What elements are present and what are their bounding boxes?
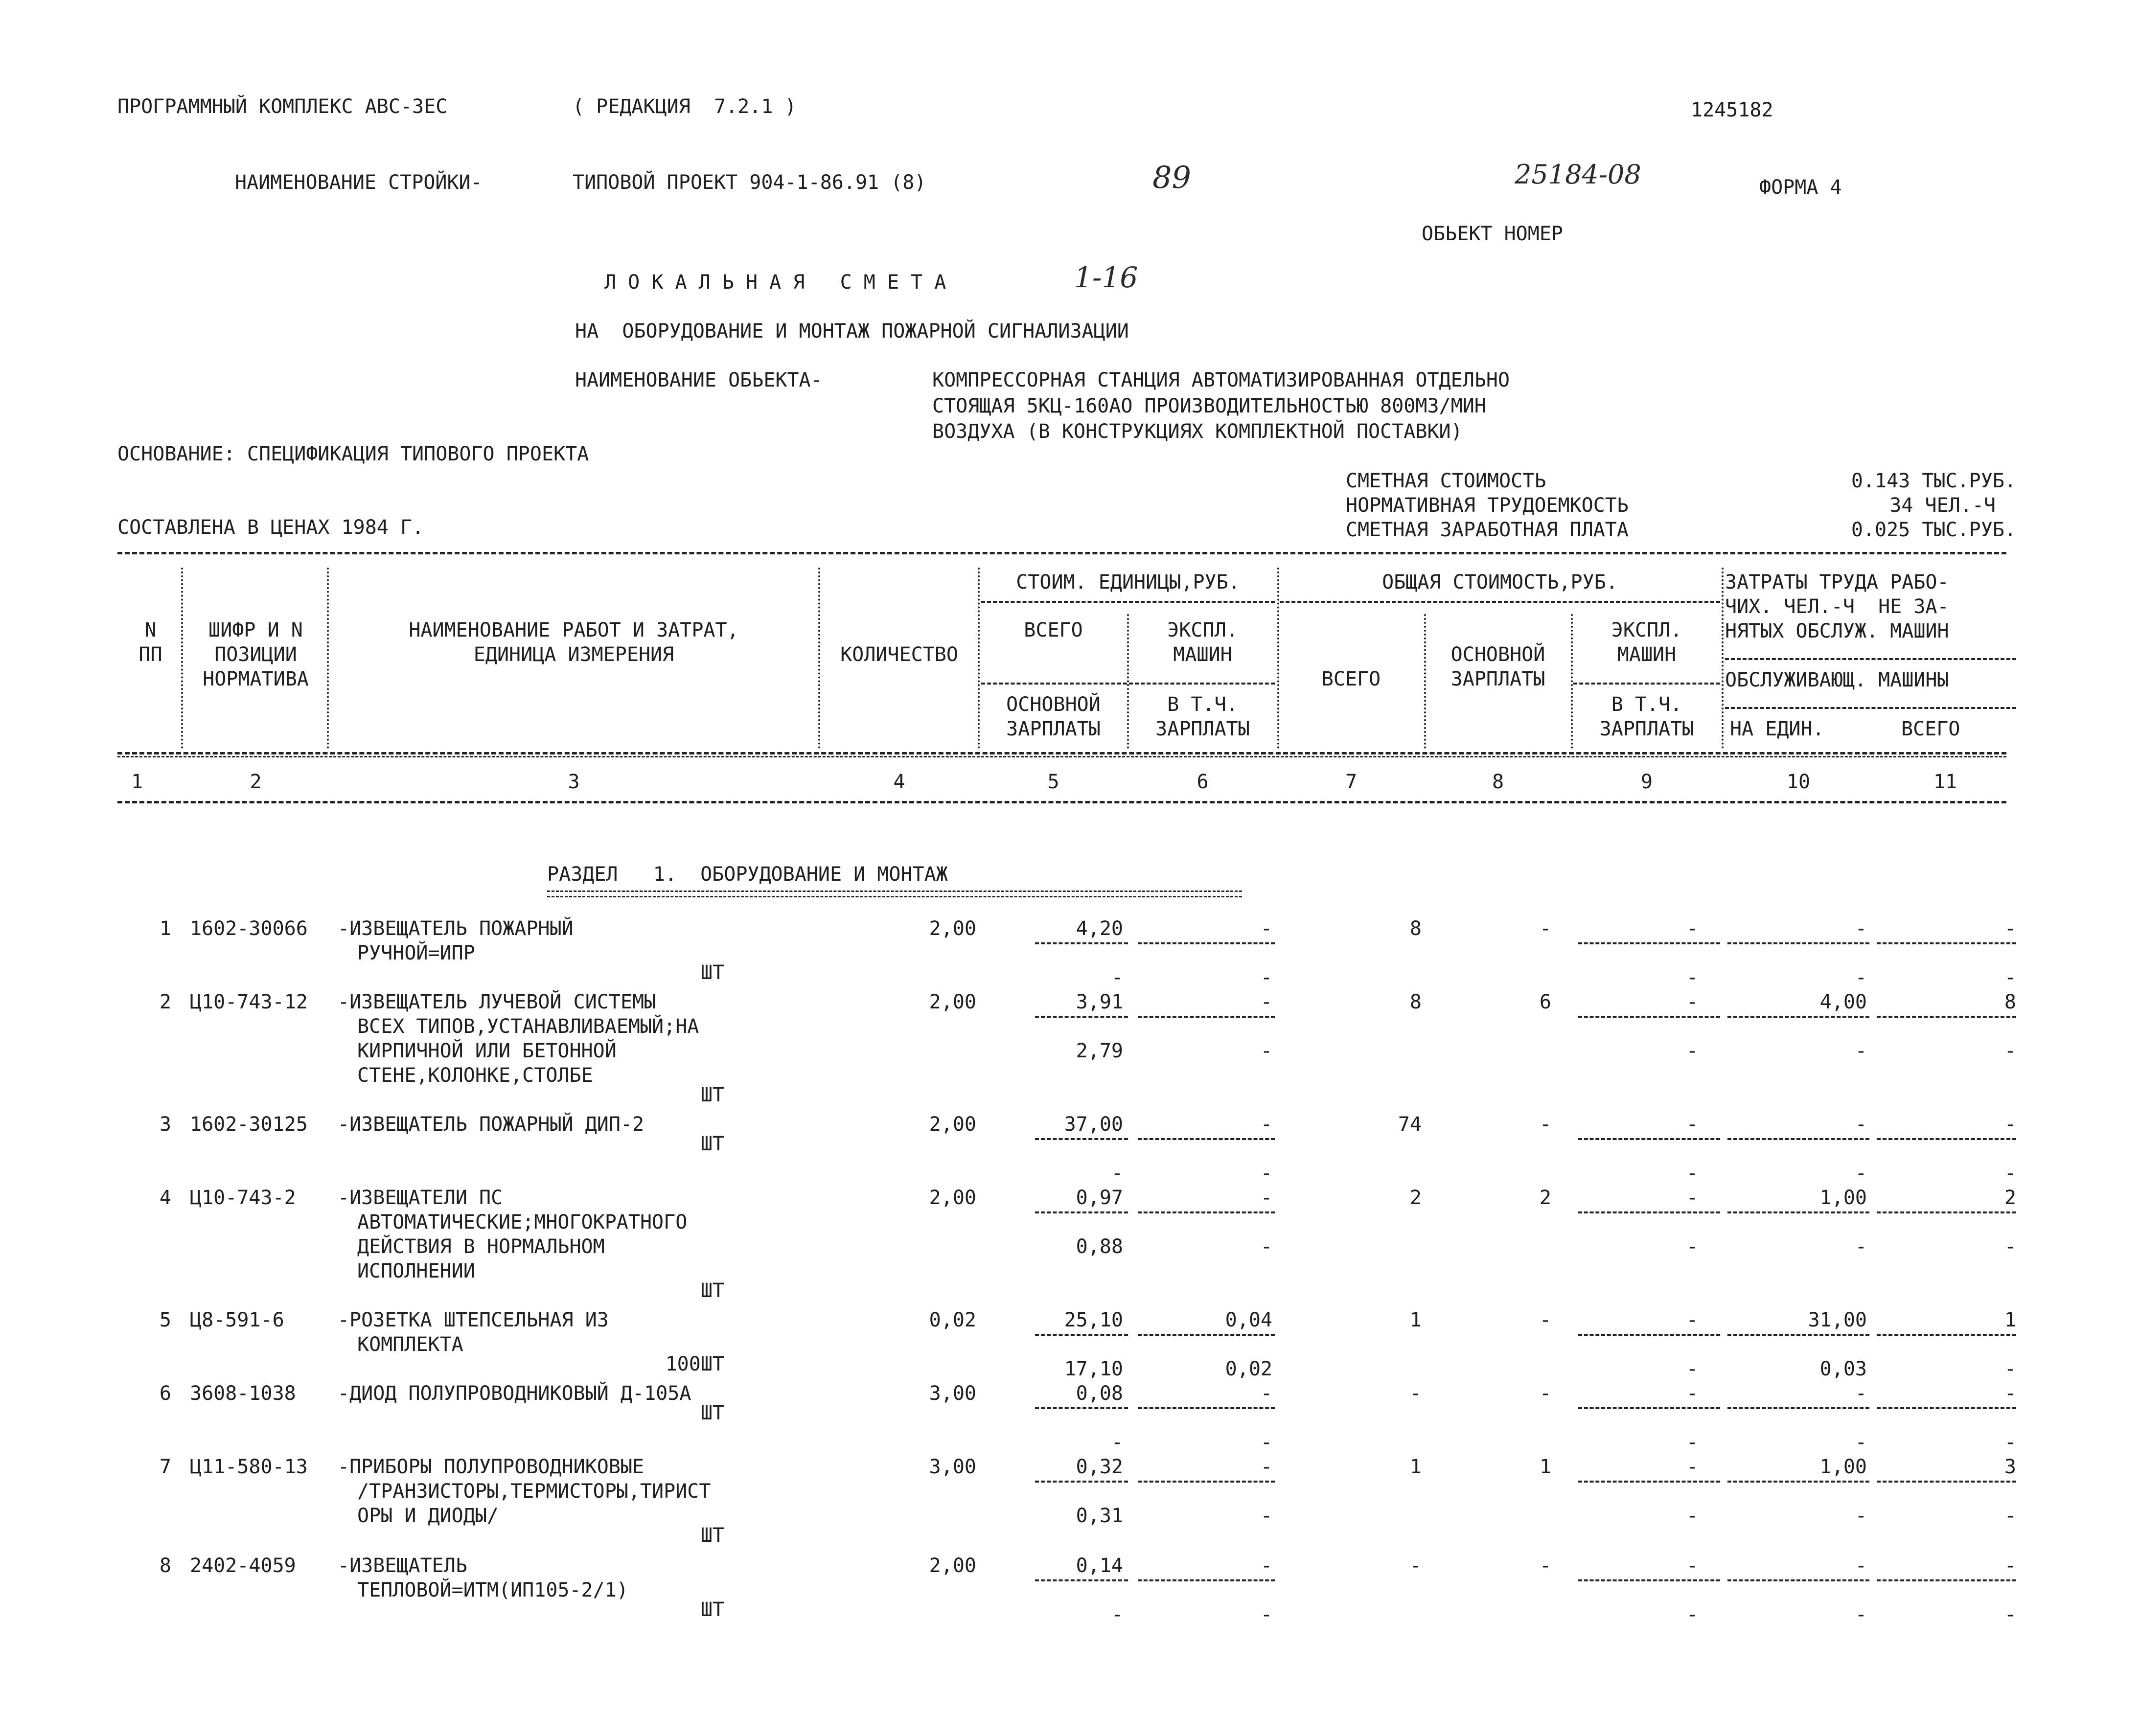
labor-per-unit: - [1855, 917, 1867, 940]
labor-per-unit-header: НА ЕДИН. [1730, 718, 1824, 740]
unit-wage: - [1111, 1162, 1123, 1185]
col-code-header: ПОЗИЦИИ [214, 643, 297, 666]
labor-maintenance-unit: - [1855, 1505, 1867, 1527]
row-name: АВТОМАТИЧЕСКИЕ;МНОГОКРАТНОГО [357, 1211, 688, 1233]
column-divider [1571, 614, 1573, 749]
total-incl-wage-header: В Т.Ч. [1611, 693, 1682, 716]
row-quantity: 2,00 [929, 1187, 976, 1209]
total-machine-cost: - [1686, 1382, 1698, 1405]
unit-cost-total: 37,00 [1064, 1113, 1123, 1136]
row-number: 7 [159, 1456, 171, 1478]
labor-group-header: ЗАТРАТЫ ТРУДА РАБО- [1725, 571, 1949, 594]
group-divider [1725, 707, 2016, 709]
labor-per-unit: - [1855, 1113, 1867, 1136]
column-divider [327, 568, 329, 749]
row-code: 2402-4059 [190, 1554, 296, 1577]
unit-incl-wage: - [1260, 1235, 1272, 1258]
row-number: 8 [159, 1554, 171, 1577]
labor-total: - [2004, 917, 2016, 940]
unit-incl-wage: - [1260, 1040, 1272, 1062]
unit-cost-total-header: ВСЕГО [1024, 619, 1083, 641]
row-quantity: 3,00 [929, 1456, 976, 1478]
col-name-header: НАИМЕНОВАНИЕ РАБОТ И ЗАТРАТ, [409, 619, 739, 641]
object-number-label: ОБЬЕКТ НОМЕР [1422, 223, 1563, 245]
unit-machine-cost: - [1260, 1113, 1272, 1136]
cell-divider-line [1035, 1138, 1128, 1140]
unit-cost-total: 4,20 [1076, 917, 1123, 940]
row-number: 1 [159, 917, 171, 940]
row-unit: 100ШТ [665, 1353, 724, 1375]
column-divider [1127, 614, 1129, 749]
total-machine-header: ЭКСПЛ. [1611, 619, 1682, 641]
summary-label: НОРМАТИВНАЯ ТРУДОЕМКОСТЬ [1346, 494, 1629, 517]
column-divider [1722, 568, 1724, 749]
unit-machine-cost: - [1260, 1187, 1272, 1209]
cell-divider-line [1727, 942, 1869, 944]
labor-total: - [2004, 1382, 2016, 1405]
cell-divider-line [1138, 1407, 1275, 1409]
row-code: 1602-30125 [190, 1113, 308, 1136]
row-name: КОМПЛЕКТА [357, 1333, 463, 1356]
row-name: СТЕНЕ,КОЛОНКЕ,СТОЛБЕ [357, 1064, 593, 1087]
labor-maintenance-total: - [2004, 1431, 2016, 1454]
labor-group-header: ЧИХ. ЧЕЛ.-Ч НЕ ЗА- [1725, 595, 1949, 618]
cell-divider-line [1877, 1481, 2016, 1483]
total-wage: - [1539, 1382, 1551, 1405]
header-bottom-rule [117, 756, 2006, 757]
labor-total: 8 [2004, 991, 2016, 1013]
unit-cost-group-header: СТОИМ. ЕДИНИЦЫ,РУБ. [1016, 571, 1240, 594]
total-wage-header: ОСНОВНОЙ [1450, 643, 1545, 666]
unit-cost-total: 3,91 [1076, 991, 1123, 1013]
row-unit: ШТ [700, 1402, 724, 1424]
total-machine-cost: - [1686, 1456, 1698, 1478]
unit-machine-cost: - [1260, 1456, 1272, 1478]
total-wage: - [1539, 1554, 1551, 1577]
total-cost-header: ВСЕГО [1321, 668, 1381, 690]
group-divider [981, 601, 1275, 603]
labor-total: 1 [2004, 1309, 2016, 1331]
labor-per-unit: 1,00 [1819, 1456, 1867, 1478]
total-cost: 8 [1409, 991, 1422, 1013]
row-name: ИСПОЛНЕНИИ [357, 1260, 475, 1282]
row-name: ДЕЙСТВИЯ В НОРМАЛЬНОМ [357, 1235, 605, 1258]
labor-maintenance-total: - [2004, 1162, 2016, 1185]
labor-maintenance-unit: - [1855, 1603, 1867, 1626]
column-divider [1277, 568, 1279, 749]
column-number: 2 [250, 771, 262, 793]
construction-label: НАИМЕНОВАНИЕ СТРОЙКИ- [235, 171, 483, 194]
total-wage-header: ЗАРПЛАТЫ [1450, 668, 1545, 690]
group-divider [981, 683, 1275, 685]
total-incl-wage-header: ЗАРПЛАТЫ [1599, 718, 1694, 740]
total-incl-wage: - [1686, 1040, 1698, 1062]
total-wage: - [1539, 1113, 1551, 1136]
group-divider [1725, 658, 2016, 660]
cell-divider-line [1578, 942, 1720, 944]
row-name: -РОЗЕТКА ШТЕПСЕЛЬНАЯ ИЗ [338, 1309, 609, 1331]
cell-divider-line [1578, 1407, 1720, 1409]
row-unit: ШТ [700, 1279, 724, 1302]
unit-incl-wage: - [1260, 1162, 1272, 1185]
unit-incl-wage-header: ЗАРПЛАТЫ [1155, 718, 1250, 740]
row-name: КИРПИЧНОЙ ИЛИ БЕТОННОЙ [357, 1040, 617, 1062]
total-machine-cost: - [1686, 991, 1698, 1013]
unit-machine-cost: - [1260, 1554, 1272, 1577]
cell-divider-line [1578, 1138, 1720, 1140]
total-cost: 1 [1409, 1309, 1422, 1331]
unit-wage: 0,31 [1076, 1505, 1123, 1527]
column-number: 8 [1492, 771, 1504, 793]
summary-value: 34 ЧЕЛ.-Ч [1889, 494, 1996, 517]
column-number: 9 [1640, 771, 1653, 793]
cell-divider-line [1138, 1579, 1275, 1581]
object-name-line: КОМПРЕССОРНАЯ СТАНЦИЯ АВТОМАТИЗИРОВАННАЯ ОТДЕЛЬНО [932, 369, 1510, 391]
unit-cost-total: 0,14 [1076, 1554, 1123, 1577]
total-incl-wage: - [1686, 1358, 1698, 1380]
column-number: 10 [1786, 771, 1811, 793]
labor-total: - [2004, 1554, 2016, 1577]
unit-machine-header: ЭКСПЛ. [1167, 619, 1238, 641]
object-name-line: СТОЯЩАЯ 5КЦ-160АО ПРОИЗВОДИТЕЛЬНОСТЬЮ 800М3/МИН [932, 395, 1486, 417]
total-cost-group-header: ОБЩАЯ СТОИМОСТЬ,РУБ. [1382, 571, 1618, 594]
labor-maintenance-unit: - [1855, 1235, 1867, 1258]
row-quantity: 2,00 [929, 1554, 976, 1577]
estimate-subtitle: НА ОБОРУДОВАНИЕ И МОНТАЖ ПОЖАРНОЙ СИГНАЛИЗАЦИИ [575, 320, 1129, 343]
column-divider [1424, 614, 1426, 749]
program-name: ПРОГРАММНЫЙ КОМПЛЕКС АВС-3ЕС [117, 95, 448, 118]
row-number: 3 [159, 1113, 171, 1136]
unit-wage: 2,79 [1076, 1040, 1123, 1062]
cell-divider-line [1877, 942, 2016, 944]
col-code-header: ШИФР И N [208, 619, 303, 641]
total-wage: 6 [1539, 991, 1551, 1013]
cell-divider-line [1035, 1211, 1128, 1213]
unit-wage: - [1111, 966, 1123, 989]
unit-incl-wage: - [1260, 1603, 1272, 1626]
labor-maintenance-total: - [2004, 1040, 2016, 1062]
unit-cost-total: 0,08 [1076, 1382, 1123, 1405]
total-machine-header: МАШИН [1617, 643, 1677, 666]
total-wage: 2 [1539, 1187, 1551, 1209]
cell-divider-line [1727, 1579, 1869, 1581]
row-code: 3608-1038 [190, 1382, 296, 1405]
summary-value: 0.143 ТЫС.РУБ. [1851, 470, 2016, 492]
estimate-number: 1-16 [1074, 261, 1138, 294]
section-underline [547, 891, 1242, 897]
total-incl-wage: - [1686, 1162, 1698, 1185]
row-name: -ПРИБОРЫ ПОЛУПРОВОДНИКОВЫЕ [338, 1456, 644, 1478]
unit-machine-cost: - [1260, 917, 1272, 940]
unit-machine-cost: - [1260, 1382, 1272, 1405]
row-name: -ИЗВЕЩАТЕЛИ ПС [338, 1187, 503, 1209]
total-cost: 74 [1398, 1113, 1422, 1136]
unit-incl-wage: - [1260, 1505, 1272, 1527]
total-machine-cost: - [1686, 1309, 1698, 1331]
header-top-rule [117, 552, 2006, 554]
row-name: ВСЕХ ТИПОВ,УСТАНАВЛИВАЕМЫЙ;НА [357, 1015, 699, 1038]
row-unit: ШТ [700, 1599, 724, 1621]
cell-divider-line [1138, 1138, 1275, 1140]
cell-divider-line [1138, 1481, 1275, 1483]
col-n-header: ПП [138, 643, 162, 666]
unit-machine-header: МАШИН [1173, 643, 1232, 666]
cell-divider-line [1138, 1016, 1275, 1018]
labor-maintenance-unit: 0,03 [1819, 1358, 1867, 1380]
column-number: 11 [1933, 771, 1957, 793]
row-name: -ИЗВЕЩАТЕЛЬ [338, 1554, 467, 1577]
unit-wage: 17,10 [1064, 1358, 1123, 1380]
cell-divider-line [1727, 1334, 1869, 1336]
cell-divider-line [1578, 1481, 1720, 1483]
total-cost: - [1409, 1382, 1422, 1405]
total-cost: 2 [1409, 1187, 1422, 1209]
cell-divider-line [1138, 1334, 1275, 1336]
cell-divider-line [1035, 1334, 1128, 1336]
summary-label: СМЕТНАЯ СТОИМОСТЬ [1346, 470, 1546, 492]
row-name: -ИЗВЕЩАТЕЛЬ ПОЖАРНЫЙ ДИП-2 [338, 1113, 644, 1136]
row-code: Ц10-743-2 [190, 1187, 296, 1209]
cell-divider-line [1578, 1211, 1720, 1213]
row-name: -ИЗВЕЩАТЕЛЬ ЛУЧЕВОЙ СИСТЕМЫ [338, 991, 656, 1013]
unit-machine-cost: 0,04 [1225, 1309, 1272, 1331]
row-code: Ц10-743-12 [190, 991, 308, 1013]
construction-value: ТИПОВОЙ ПРОЕКТ 904-1-86.91 (8) [573, 171, 926, 194]
price-level: СОСТАВЛЕНА В ЦЕНАХ 1984 Г. [117, 516, 424, 539]
labor-per-unit: - [1855, 1382, 1867, 1405]
unit-incl-wage: - [1260, 966, 1272, 989]
row-code: Ц11-580-13 [190, 1456, 308, 1478]
column-divider [181, 568, 183, 749]
col-code-header: НОРМАТИВА [203, 668, 309, 690]
estimate-title: Л О К А Л Ь Н А Я С М Е Т А [604, 271, 946, 294]
total-wage: - [1539, 1309, 1551, 1331]
handwritten-page-number: 89 [1152, 160, 1191, 195]
col-name-header: ЕДИНИЦА ИЗМЕРЕНИЯ [473, 643, 674, 666]
cell-divider-line [1578, 1579, 1720, 1581]
row-unit: ШТ [700, 961, 724, 984]
row-name: ТЕПЛОВОЙ=ИТМ(ИП105-2/1) [357, 1579, 628, 1601]
labor-per-unit: 1,00 [1819, 1187, 1867, 1209]
form-number: ФОРМА 4 [1759, 176, 1842, 199]
unit-cost-total: 25,10 [1064, 1309, 1123, 1331]
edition: ( РЕДАКЦИЯ 7.2.1 ) [573, 95, 797, 118]
cell-divider-line [1578, 1334, 1720, 1336]
labor-maintenance-total: - [2004, 966, 2016, 989]
total-incl-wage: - [1686, 1603, 1698, 1626]
total-machine-cost: - [1686, 917, 1698, 940]
unit-wage-header: ЗАРПЛАТЫ [1006, 718, 1101, 740]
total-cost: 1 [1409, 1456, 1422, 1478]
labor-maintenance-total: - [2004, 1235, 2016, 1258]
numbers-bottom-rule [117, 801, 2006, 803]
column-number: 7 [1345, 771, 1358, 793]
row-quantity: 0,02 [929, 1309, 976, 1331]
col-n-header: N [144, 619, 157, 641]
row-unit: ШТ [700, 1084, 724, 1106]
row-number: 2 [159, 991, 171, 1013]
labor-group-header: НЯТЫХ ОБСЛУЖ. МАШИН [1725, 620, 1949, 642]
cell-divider-line [1035, 1579, 1128, 1581]
total-wage: - [1539, 917, 1551, 940]
row-quantity: 3,00 [929, 1382, 976, 1405]
total-cost: 8 [1409, 917, 1422, 940]
labor-maintenance-unit: - [1855, 1162, 1867, 1185]
labor-maintenance-unit: - [1855, 966, 1867, 989]
row-name: -ИЗВЕЩАТЕЛЬ ПОЖАРНЫЙ [338, 917, 574, 940]
row-quantity: 2,00 [929, 1113, 976, 1136]
basis: ОСНОВАНИЕ: СПЕЦИФИКАЦИЯ ТИПОВОГО ПРОЕКТА [117, 443, 589, 465]
cell-divider-line [1727, 1016, 1869, 1018]
labor-per-unit: 4,00 [1819, 991, 1867, 1013]
labor-maintenance-total: - [2004, 1505, 2016, 1527]
summary-value: 0.025 ТЫС.РУБ. [1851, 519, 2016, 541]
labor-total: 2 [2004, 1187, 2016, 1209]
section-title: РАЗДЕЛ 1. ОБОРУДОВАНИЕ И МОНТАЖ [547, 863, 948, 886]
cell-divider-line [1877, 1579, 2016, 1581]
cell-divider-line [1578, 1016, 1720, 1018]
cell-divider-line [1877, 1138, 2016, 1140]
row-code: Ц8-591-6 [190, 1309, 284, 1331]
cell-divider-line [1035, 942, 1128, 944]
cell-divider-line [1727, 1407, 1869, 1409]
unit-wage: - [1111, 1603, 1123, 1626]
object-name-line: ВОЗДУХА (В КОНСТРУКЦИЯХ КОМПЛЕКТНОЙ ПОСТАВКИ) [932, 420, 1463, 443]
row-name: РУЧНОЙ=ИПР [357, 942, 475, 964]
column-divider [978, 568, 980, 749]
total-incl-wage: - [1686, 1235, 1698, 1258]
group-divider [1280, 601, 1720, 603]
cell-divider-line [1877, 1334, 2016, 1336]
cell-divider-line [1727, 1211, 1869, 1213]
cell-divider-line [1138, 942, 1275, 944]
labor-maintenance-total: - [2004, 1603, 2016, 1626]
cell-divider-line [1727, 1481, 1869, 1483]
header-bottom-rule [117, 752, 2006, 754]
column-divider [818, 568, 820, 749]
labor-per-unit: - [1855, 1554, 1867, 1577]
unit-cost-total: 0,32 [1076, 1456, 1123, 1478]
total-incl-wage: - [1686, 966, 1698, 989]
unit-machine-cost: - [1260, 991, 1272, 1013]
total-machine-cost: - [1686, 1187, 1698, 1209]
cell-divider-line [1138, 1211, 1275, 1213]
column-number: 5 [1047, 771, 1059, 793]
doc-code: 1245182 [1691, 99, 1773, 121]
labor-per-unit: 31,00 [1808, 1309, 1867, 1331]
row-number: 6 [159, 1382, 171, 1405]
row-quantity: 2,00 [929, 917, 976, 940]
unit-incl-wage: 0,02 [1225, 1358, 1272, 1380]
row-name: ОРЫ И ДИОДЫ/ [357, 1505, 499, 1527]
labor-maintenance-total: - [2004, 1358, 2016, 1380]
unit-wage-header: ОСНОВНОЙ [1006, 693, 1101, 716]
object-label: НАИМЕНОВАНИЕ ОБЬЕКТА- [575, 369, 823, 391]
labor-maintenance-unit: - [1855, 1431, 1867, 1454]
labor-total-header: ВСЕГО [1901, 718, 1960, 740]
column-number: 6 [1197, 771, 1209, 793]
cell-divider-line [1727, 1138, 1869, 1140]
cell-divider-line [1035, 1407, 1128, 1409]
summary-label: СМЕТНАЯ ЗАРАБОТНАЯ ПЛАТА [1346, 519, 1629, 541]
total-cost: - [1409, 1554, 1422, 1577]
row-number: 4 [159, 1187, 171, 1209]
total-machine-cost: - [1686, 1113, 1698, 1136]
cell-divider-line [1877, 1407, 2016, 1409]
total-incl-wage: - [1686, 1431, 1698, 1454]
labor-maintenance-unit: - [1855, 1040, 1867, 1062]
cell-divider-line [1877, 1016, 2016, 1018]
row-quantity: 2,00 [929, 991, 976, 1013]
row-unit: ШТ [700, 1524, 724, 1547]
cell-divider-line [1877, 1211, 2016, 1213]
unit-wage: - [1111, 1431, 1123, 1454]
row-name: /ТРАНЗИСТОРЫ,ТЕРМИСТОРЫ,ТИРИСТ [357, 1480, 711, 1503]
total-machine-cost: - [1686, 1554, 1698, 1577]
column-number: 4 [893, 771, 905, 793]
col-quantity-header: КОЛИЧЕСТВО [840, 643, 958, 666]
unit-wage: 0,88 [1076, 1235, 1123, 1258]
row-number: 5 [159, 1309, 171, 1331]
total-incl-wage: - [1686, 1505, 1698, 1527]
row-code: 1602-30066 [190, 917, 308, 940]
labor-total: 3 [2004, 1456, 2016, 1478]
total-wage: 1 [1539, 1456, 1551, 1478]
handwritten-code: 25184-08 [1515, 159, 1641, 190]
column-number: 1 [131, 771, 143, 793]
cell-divider-line [1035, 1481, 1128, 1483]
row-unit: ШТ [700, 1133, 724, 1155]
column-number: 3 [568, 771, 580, 793]
unit-cost-total: 0,97 [1076, 1187, 1123, 1209]
labor-total: - [2004, 1113, 2016, 1136]
unit-incl-wage-header: В Т.Ч. [1167, 693, 1238, 716]
unit-incl-wage: - [1260, 1431, 1272, 1454]
labor-maintenance-header: ОБСЛУЖИВАЮЩ. МАШИНЫ [1725, 669, 1949, 691]
row-name: -ДИОД ПОЛУПРОВОДНИКОВЫЙ Д-105А [338, 1382, 691, 1405]
group-divider [1573, 683, 1720, 685]
cell-divider-line [1035, 1016, 1128, 1018]
